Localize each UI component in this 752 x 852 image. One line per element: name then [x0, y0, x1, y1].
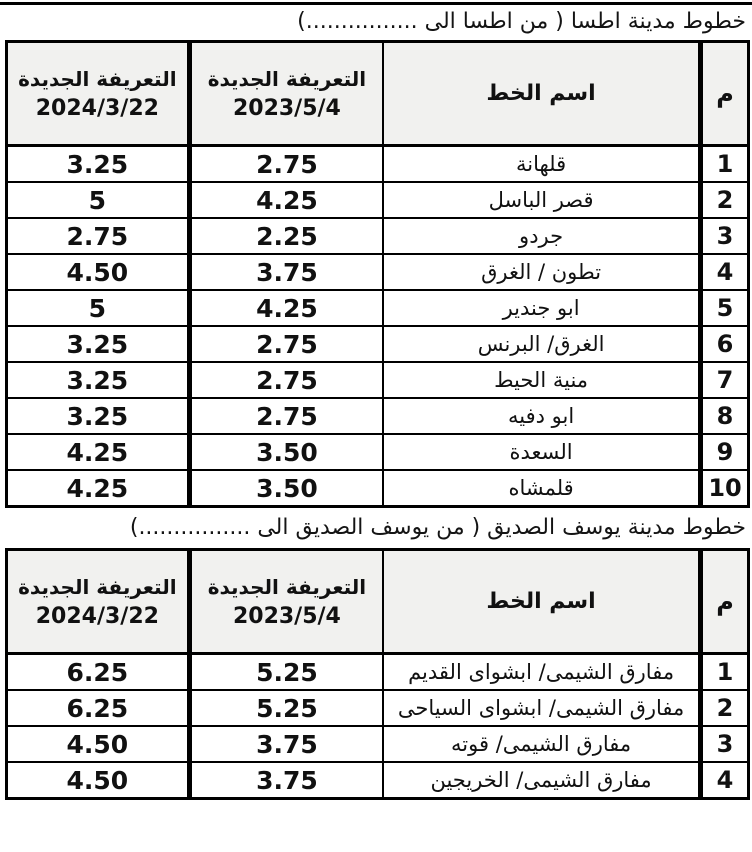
row-line-name: مفارق الشيمى/ الخريجين: [383, 762, 700, 799]
row-serial: 1: [701, 654, 749, 691]
row-new-tariff: 6.25: [7, 654, 190, 691]
itsa-table-title: خطوط مدينة اطسا ( من اطسا الى ................): [297, 9, 746, 34]
row-line-name: ابو جندير: [383, 290, 700, 326]
row-line-name: مفارق الشيمى/ ابشواى السياحى: [383, 690, 700, 726]
header-row: [7, 42, 749, 146]
row-new-tariff: 3.25: [7, 146, 190, 183]
row-serial: 9: [701, 434, 749, 470]
old-tariff-label: التعريفة الجديدة: [207, 574, 367, 599]
old-tariff-date: 2023/5/4: [232, 603, 341, 629]
table-row: [7, 254, 749, 290]
row-old-tariff: 2.75: [189, 398, 383, 434]
new-tariff-label: التعريفة الجديدة: [18, 574, 177, 599]
row-new-tariff: 4.50: [7, 762, 190, 799]
row-serial: 3: [701, 218, 749, 254]
row-old-tariff: 3.75: [189, 762, 383, 799]
row-new-tariff: 3.25: [7, 326, 190, 362]
new-tariff-date: 2024/3/22: [35, 95, 159, 121]
old-tariff-date: 2023/5/4: [232, 95, 341, 121]
row-new-tariff: 4.25: [7, 470, 190, 507]
table-row: [7, 218, 749, 254]
row-line-name: مفارق الشيمى/ قوته: [383, 726, 700, 762]
table-row: [7, 326, 749, 362]
row-line-name: مفارق الشيمى/ ابشواى القديم: [383, 654, 700, 691]
table-row: [7, 726, 749, 762]
table-row: [7, 398, 749, 434]
row-new-tariff: 4.25: [7, 434, 190, 470]
row-old-tariff: 4.25: [189, 290, 383, 326]
row-line-name: ابو دفيه: [383, 398, 700, 434]
table-row: [7, 690, 749, 726]
header-serial: م: [701, 550, 749, 654]
row-line-name: قلهانة: [383, 146, 700, 183]
header-old-tariff: [189, 550, 383, 654]
row-old-tariff: 3.75: [189, 254, 383, 290]
table-row: [7, 290, 749, 326]
row-line-name: تطون / الغرق: [383, 254, 700, 290]
table-row: [7, 146, 749, 183]
new-tariff-label: التعريفة الجديدة: [18, 66, 177, 91]
row-old-tariff: 3.50: [189, 434, 383, 470]
row-line-name: السعدة: [383, 434, 700, 470]
row-serial: 5: [701, 290, 749, 326]
row-serial: 2: [701, 690, 749, 726]
header-serial: م: [701, 42, 749, 146]
header-new-tariff: [7, 42, 190, 146]
row-serial: 1: [701, 146, 749, 183]
header-line-name: اسم الخط: [383, 550, 700, 654]
header-new-tariff: [7, 550, 190, 654]
yousef-table-title: خطوط مدينة يوسف الصديق ( من يوسف الصديق الى ................): [129, 515, 746, 540]
itsa-tariff-table: [5, 40, 750, 508]
row-line-name: جردو: [383, 218, 700, 254]
table-row: [7, 434, 749, 470]
row-old-tariff: 3.50: [189, 470, 383, 507]
row-new-tariff: 4.50: [7, 254, 190, 290]
row-new-tariff: 4.50: [7, 726, 190, 762]
header-line-name: اسم الخط: [383, 42, 700, 146]
document-page: [0, 2, 752, 852]
yousef-table-body: [7, 654, 749, 799]
itsa-section: [0, 5, 752, 508]
header-old-tariff: [189, 42, 383, 146]
yousef-section: [0, 508, 752, 800]
row-new-tariff: 5: [7, 290, 190, 326]
old-tariff-label: التعريفة الجديدة: [207, 66, 367, 91]
row-new-tariff: 3.25: [7, 398, 190, 434]
table-row: [7, 654, 749, 691]
header-row: [7, 550, 749, 654]
row-old-tariff: 3.75: [189, 726, 383, 762]
row-old-tariff: 5.25: [189, 690, 383, 726]
row-line-name: قلمشاه: [383, 470, 700, 507]
row-serial: 2: [701, 182, 749, 218]
row-new-tariff: 2.75: [7, 218, 190, 254]
table-row: [7, 762, 749, 799]
row-serial: 10: [701, 470, 749, 507]
table-row: [7, 182, 749, 218]
row-line-name: الغرق/ البرنس: [383, 326, 700, 362]
row-new-tariff: 3.25: [7, 362, 190, 398]
row-serial: 3: [701, 726, 749, 762]
row-serial: 4: [701, 762, 749, 799]
table-row: [7, 362, 749, 398]
new-tariff-date: 2024/3/22: [35, 603, 159, 629]
row-old-tariff: 2.75: [189, 326, 383, 362]
row-line-name: منية الحيط: [383, 362, 700, 398]
row-serial: 8: [701, 398, 749, 434]
row-serial: 7: [701, 362, 749, 398]
row-old-tariff: 2.75: [189, 146, 383, 183]
row-old-tariff: 2.75: [189, 362, 383, 398]
row-old-tariff: 4.25: [189, 182, 383, 218]
yousef-tariff-table: [5, 548, 750, 800]
itsa-table-body: [7, 146, 749, 507]
row-serial: 6: [701, 326, 749, 362]
row-old-tariff: 5.25: [189, 654, 383, 691]
row-new-tariff: 5: [7, 182, 190, 218]
table-row: [7, 470, 749, 507]
row-serial: 4: [701, 254, 749, 290]
row-old-tariff: 2.25: [189, 218, 383, 254]
row-new-tariff: 6.25: [7, 690, 190, 726]
row-line-name: قصر الباسل: [383, 182, 700, 218]
